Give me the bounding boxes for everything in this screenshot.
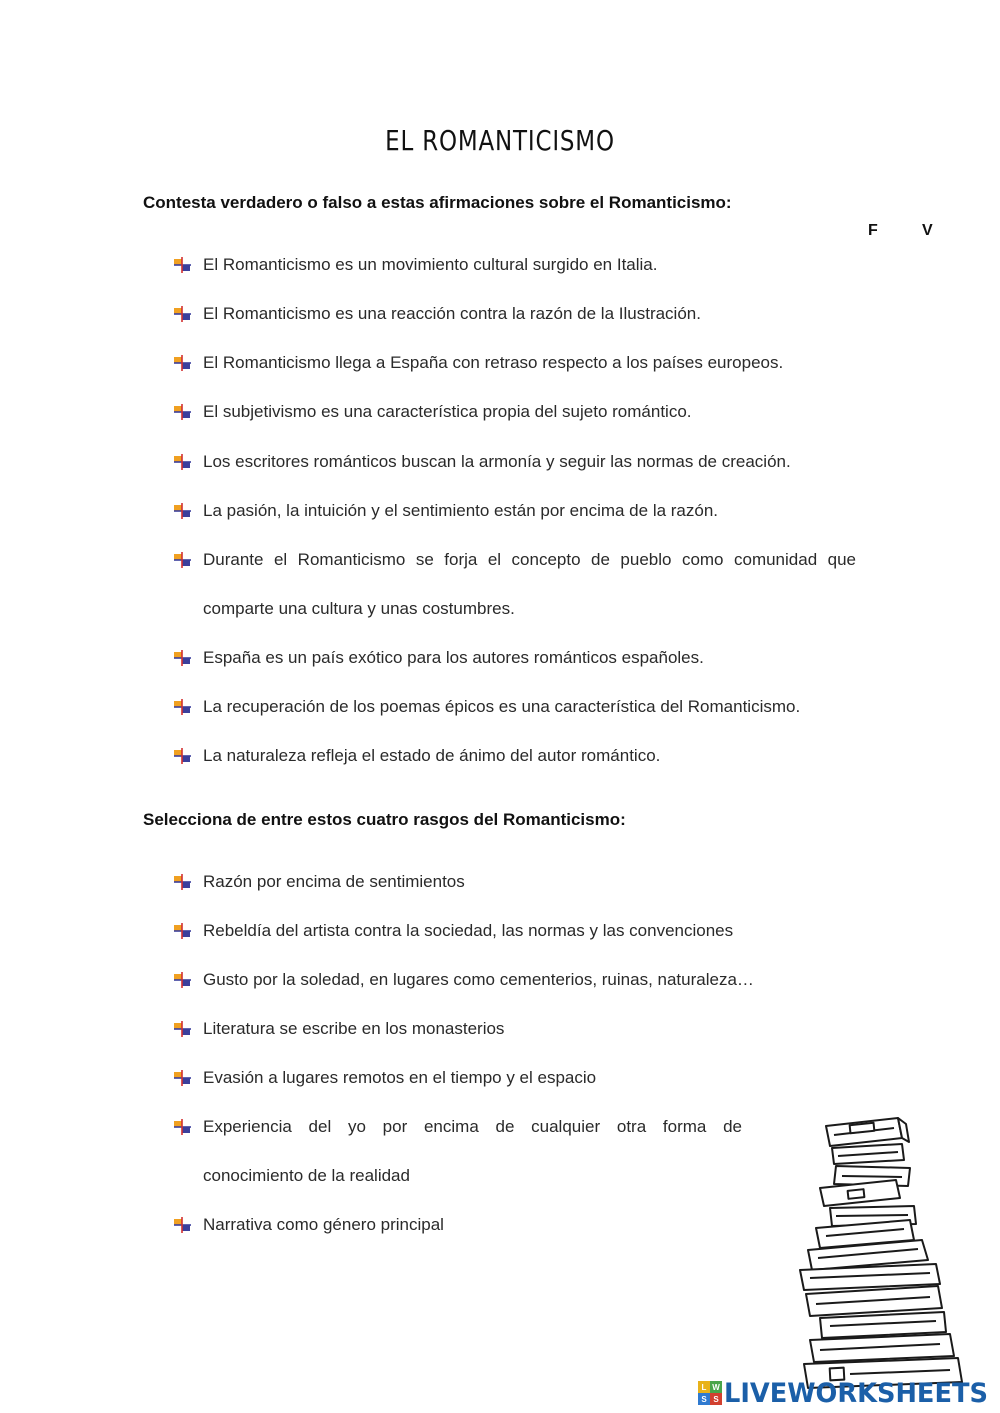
statement-text: El Romanticismo es un movimiento cultural surgido en Italia. [203, 255, 658, 274]
bullet-icon [172, 922, 192, 940]
bullet-icon [172, 1069, 192, 1087]
bullet-icon [172, 453, 192, 471]
liveworksheets-watermark [698, 1378, 1000, 1408]
liveworksheets-logo-icon: L W S S [698, 1381, 722, 1405]
section-1-instruction: Contesta verdadero o falso a estas afirmaciones sobre el Romanticismo: [143, 193, 732, 212]
bullet-icon [172, 1118, 192, 1136]
statement-text: El Romanticismo llega a España con retraso respecto a los países europeos. [203, 353, 784, 372]
statement-text: El subjetivismo es una característica propia del sujeto romántico. [203, 402, 692, 421]
section-2-instruction: Selecciona de entre estos cuatro rasgos del Romanticismo: [143, 810, 626, 829]
trait-text: Experiencia del yo por encima de cualquier otra forma de [203, 1117, 742, 1136]
page-title: EL ROMANTICISMO [385, 124, 615, 157]
trait-text: Evasión a lugares remotos en el tiempo y el espacio [203, 1068, 597, 1087]
trait-text: conocimiento de la realidad [203, 1166, 410, 1185]
bullet-icon [172, 256, 192, 274]
bullet-icon [172, 1020, 192, 1038]
bullet-icon [172, 502, 192, 520]
book-stack-illustration [790, 1108, 970, 1398]
bullet-icon [172, 873, 192, 891]
liveworksheets-wordmark: LIVEWORKSHEETS [724, 1377, 988, 1409]
statement-text: Durante el Romanticismo se forja el concepto de pueblo como comunidad que [203, 550, 856, 569]
bullet-icon [172, 649, 192, 667]
statement-text: La recuperación de los poemas épicos es una característica del Romanticismo. [203, 697, 801, 716]
bullet-icon [172, 698, 192, 716]
bullet-icon [172, 971, 192, 989]
trait-text: Literatura se escribe en los monasterios [203, 1019, 505, 1038]
statement-text: La naturaleza refleja el estado de ánimo del autor romántico. [203, 746, 661, 765]
trait-text: Gusto por la soledad, en lugares como cementerios, ruinas, naturaleza… [203, 970, 754, 989]
statement-text: España es un país exótico para los autores románticos españoles. [203, 648, 704, 667]
statement-text: Los escritores románticos buscan la armonía y seguir las normas de creación. [203, 452, 791, 471]
bullet-icon [172, 747, 192, 765]
trait-text: Razón por encima de sentimientos [203, 872, 465, 891]
bullet-icon [172, 305, 192, 323]
statement-text: comparte una cultura y unas costumbres. [203, 599, 515, 618]
column-false-header: F [868, 222, 878, 239]
statement-text: La pasión, la intuición y el sentimiento están por encima de la razón. [203, 501, 719, 520]
statement-text: El Romanticismo es una reacción contra la razón de la Ilustración. [203, 304, 701, 323]
bullet-icon [172, 551, 192, 569]
bullet-icon [172, 1216, 192, 1234]
bullet-icon [172, 354, 192, 372]
trait-text: Rebeldía del artista contra la sociedad, las normas y las convenciones [203, 921, 734, 940]
trait-text: Narrativa como género principal [203, 1215, 444, 1234]
column-true-header: V [922, 222, 933, 239]
bullet-icon [172, 403, 192, 421]
